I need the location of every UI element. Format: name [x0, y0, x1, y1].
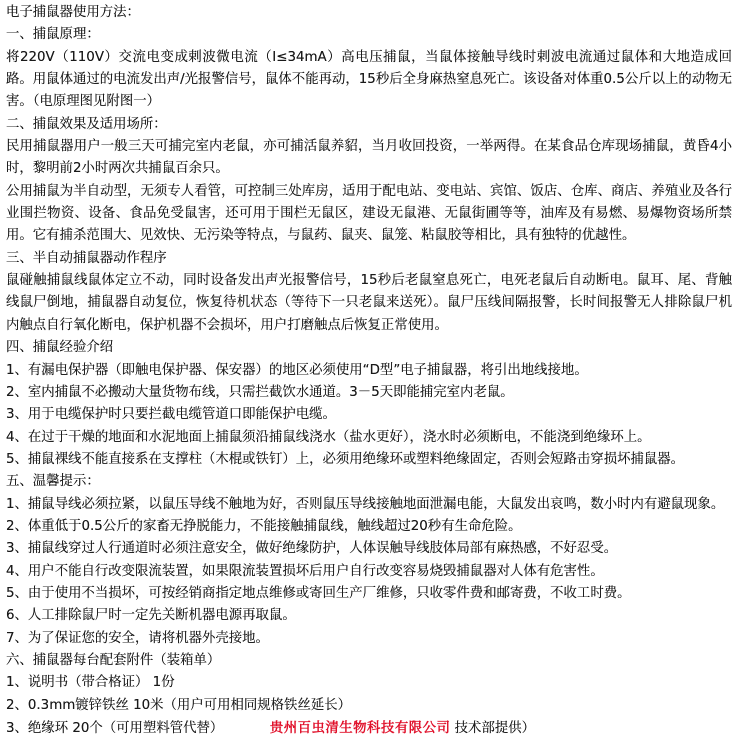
section-6-last-item — [6, 717, 732, 740]
section-6-item: 2、0.3mm镀锌铁丝 10米（用户可用相同规格铁丝延长） — [6, 697, 352, 713]
section-6-item: 3、绝缘环 20个（可用塑料管代替） — [6, 721, 224, 736]
section-2-paragraph-1: 民用捕鼠器用户一般三天可捕完室内老鼠，亦可捕活鼠养貂，当月收回投资，一举两得。在某食品仓库现场捕鼠，黄昏4小时，黎明前2小时两次共捕鼠百余只。 — [6, 139, 732, 177]
section-2-paragraph-2: 公用捕鼠为半自动型，无须专人看管，可控制三处库房，适用于配电站、变电站、宾馆、饭店、仓库、商店、养殖业及各行业围拦物资、设备、食品免受鼠害，还可用于围栏无鼠区，建设无鼠港、无鼠街圃等等，油库及有易燃、易爆物资场所禁用。它有捕杀范围大、见效快、无污染等特点，与鼠药、鼠夹、鼠笼、粘鼠胶等相比，具有独特的优越性。 — [6, 183, 732, 244]
section-5-item: 3、捕鼠线穿过人行通道时必须注意安全，做好绝缘防护，人体误触导线肢体局部有麻热感，不好忍受。 — [6, 541, 618, 557]
section-5-heading: 五、温馨提示： — [6, 474, 100, 490]
section-5-item: 4、用户不能自行改变限流装置，如果限流装置损坏后用户自行改变容易烧毁捕鼠器对人体有危害性。 — [6, 563, 604, 579]
credit-company-name: 贵州百虫清生物科技有限公司 — [269, 720, 451, 736]
section-3-body: 鼠碰触捕鼠线鼠体定立不动，同时设备发出声光报警信号，15秒后老鼠窒息死亡，电死老鼠后自动断电。鼠耳、尾、背触线鼠尸倒地，捕鼠器自动复位，恢复待机状态（等待下一只老鼠来送死）。鼠尸压线间隔报警，长时间报警无人排除鼠尸机内触点自行氧化断电，保护机器不会损坏，用户打磨触点后恢复正常使用。 — [6, 273, 732, 333]
section-2-heading: 二、捕鼠效果及适用场所： — [6, 116, 167, 132]
section-4-item: 5、捕鼠裸线不能直接系在支撑柱（木棍或铁钉）上，必须用绝缘环或塑料绝缘固定，否则会短路击穿损坏捕鼠器。 — [6, 451, 685, 467]
section-5-item: 6、人工排除鼠尸时一定先关断机器电源再取鼠。 — [6, 608, 296, 624]
section-1-body: 将220V（110V）交流电变成剌波微电流（I≤34mA）高电压捕鼠，当鼠体接触导线时剌波电流通过鼠体和大地造成回路。用鼠体通过的电流发出声/光报警信号，鼠体不能再动，15秒后全身麻热窒息死亡。该设备对体重0.5公斤以上的动物无害。（电原理图见附图一） — [6, 49, 732, 110]
section-3-heading: 三、半自动捕鼠器动作程序 — [6, 250, 167, 266]
section-5-item: 1、捕鼠导线必须拉紧，以鼠压导线不触地为好，否则鼠压导线接触地面泄漏电能，大鼠发出哀鸣，数小时内有避鼠现象。 — [6, 496, 725, 512]
section-6-heading: 六、捕鼠器每台配套附件（装箱单） — [6, 652, 221, 668]
section-5-item: 5、由于使用不当损坏，可按经销商指定地点维修或寄回生产厂维修，只收零件费和邮寄费，不收工时费。 — [6, 585, 631, 601]
section-4-item: 3、用于电缆保护时只要拦截电缆管道口即能保护电缆。 — [6, 407, 336, 423]
section-4-item: 2、室内捕鼠不必搬动大量货物布线，只需拦截饮水通道。3－5天即能捕完室内老鼠。 — [6, 384, 514, 400]
credit-suffix: 技术部提供） — [454, 721, 536, 736]
section-5-item: 7、为了保证您的安全，请将机器外壳接地。 — [6, 630, 269, 646]
section-6-item: 1、说明书（带合格证） 1份 — [6, 675, 175, 691]
section-4-heading: 四、捕鼠经验介绍 — [6, 340, 114, 356]
section-5-item: 2、体重低于0.5公斤的家畜无挣脱能力，不能接触捕鼠线，触线超过20秒有生命危险。 — [6, 518, 522, 534]
section-4-item: 1、有漏电保护器（即触电保护器、保安器）的地区必须使用“D型”电子捕鼠器，将引出地线接地。 — [6, 362, 588, 378]
document-title: 电子捕鼠器使用方法： — [6, 5, 140, 20]
section-4-item: 4、在过于干燥的地面和水泥地面上捕鼠须沿捕鼠线浇水（盐水更好），浇水时必须断电，不能浇到绝缘环上。 — [6, 429, 651, 445]
section-1-heading: 一、捕鼠原理： — [6, 27, 100, 43]
